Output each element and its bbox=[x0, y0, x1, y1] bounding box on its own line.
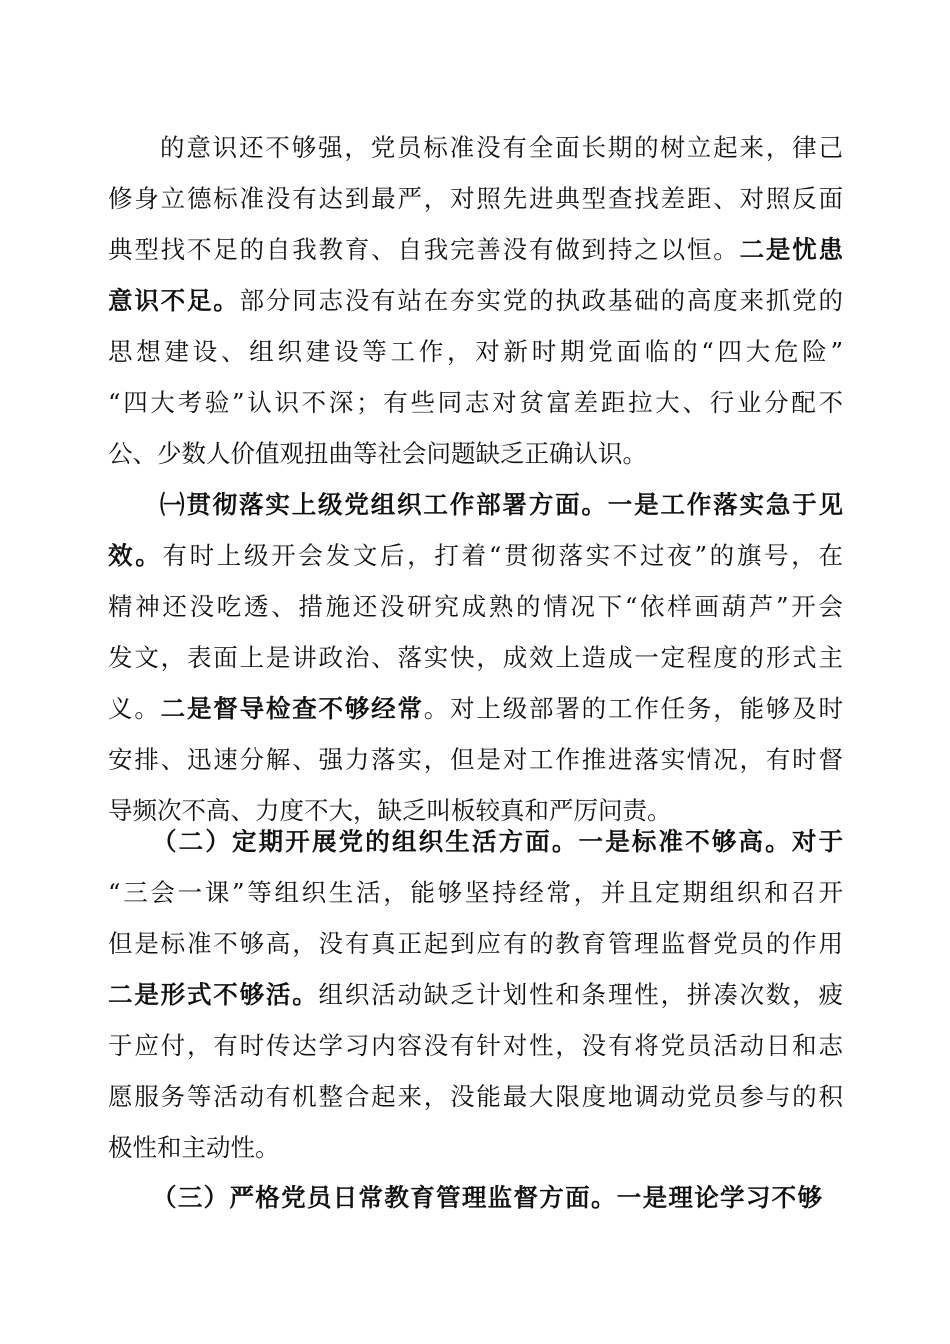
bold-text-run: 二是忧患 bbox=[739, 235, 843, 264]
section-heading-line bbox=[160, 485, 843, 525]
paragraph-line bbox=[108, 873, 843, 913]
paragraph-line bbox=[108, 1026, 843, 1066]
paragraph-line bbox=[108, 689, 843, 729]
bold-text-run: 二是督导检查不够经常 bbox=[160, 694, 424, 723]
paragraph-line bbox=[108, 1128, 843, 1168]
paragraph-line bbox=[108, 536, 843, 576]
paragraph-line bbox=[108, 975, 843, 1015]
paragraph-line bbox=[108, 924, 843, 964]
paragraph-line bbox=[108, 638, 843, 678]
text-run: 愿服务等活动有机整合起来，没能最大限度地调动党员参与的积 bbox=[108, 1082, 843, 1111]
paragraph-line bbox=[108, 332, 843, 372]
text-run: 公、少数人价值观扭曲等社会问题缺乏正确认识。 bbox=[108, 439, 647, 468]
bold-text-run: ㈠贯彻落实上级党组织工作部署方面。一是工作落实急于见 bbox=[160, 490, 843, 519]
paragraph-line bbox=[108, 740, 843, 780]
text-run: 于应付，有时传达学习内容没有针对性，没有将党员活动日和志 bbox=[108, 1031, 843, 1060]
text-run: 有时上级开会发文后，打着“贯彻落实不过夜”的旗号，在 bbox=[162, 541, 843, 570]
text-run: “四大考验”认识不深；有些同志对贫富差距拉大、行业分配不 bbox=[108, 388, 843, 417]
paragraph-line bbox=[108, 587, 843, 627]
text-run: 修身立德标准没有达到最严，对照先进典型查找差距、对照反面 bbox=[108, 184, 843, 213]
paragraph-line bbox=[108, 179, 843, 219]
paragraph-line bbox=[108, 1077, 843, 1117]
section-heading-line bbox=[152, 1178, 822, 1218]
bold-text-run: 效。 bbox=[108, 541, 163, 570]
bold-text-run: 意识不足。 bbox=[108, 286, 240, 315]
text-run: 发文，表面上是讲政治、落实快，成效上造成一定程度的形式主 bbox=[108, 643, 843, 672]
text-run: 精神还没吃透、措施还没研究成熟的情况下“依样画葫芦”开会 bbox=[108, 592, 843, 621]
text-run: 义。 bbox=[108, 694, 161, 723]
text-run: 思想建设、组织建设等工作，对新时期党面临的“四大危险” bbox=[108, 337, 843, 366]
text-run: 但是标准不够高，没有真正起到应有的教育管理监督党员的作用 bbox=[108, 929, 843, 958]
text-run: 组织活动缺乏计划性和条理性，拼凑次数，疲 bbox=[318, 980, 843, 1009]
text-run: 部分同志没有站在夯实党的执政基础的高度来抓党的 bbox=[239, 286, 843, 315]
text-run: 安排、迅速分解、强力落实，但是对工作推进落实情况，有时督 bbox=[108, 745, 843, 774]
text-run: 的意识还不够强，党员标准没有全面长期的树立起来，律己 bbox=[160, 133, 843, 162]
paragraph-line bbox=[108, 434, 843, 474]
paragraph-line bbox=[108, 383, 843, 423]
text-run: 极性和主动性。 bbox=[108, 1133, 280, 1162]
bold-text-run: （三）严格党员日常教育管理监督方面。一是理论学习不够 bbox=[152, 1183, 822, 1212]
paragraph-line bbox=[108, 230, 843, 270]
section-heading-line bbox=[152, 822, 843, 862]
paragraph-line bbox=[108, 281, 843, 321]
bold-text-run: 二是形式不够活。 bbox=[108, 980, 319, 1009]
paragraph-line bbox=[160, 128, 843, 168]
text-run: 。对上级部署的工作任务，能够及时 bbox=[423, 694, 843, 723]
text-run: 导频次不高、力度不大，缺乏叫板较真和严厉问责。 bbox=[108, 796, 672, 825]
bold-text-run: 对于 bbox=[791, 827, 843, 856]
bold-text-run: （二）定期开展党的组织生活方面。一是标准不够高。 bbox=[152, 827, 792, 856]
text-run: “三会一课”等组织生活，能够坚持经常，并且定期组织和召开 bbox=[108, 878, 843, 907]
text-run: 典型找不足的自我教育、自我完善没有做到持之以恒。 bbox=[108, 235, 740, 264]
